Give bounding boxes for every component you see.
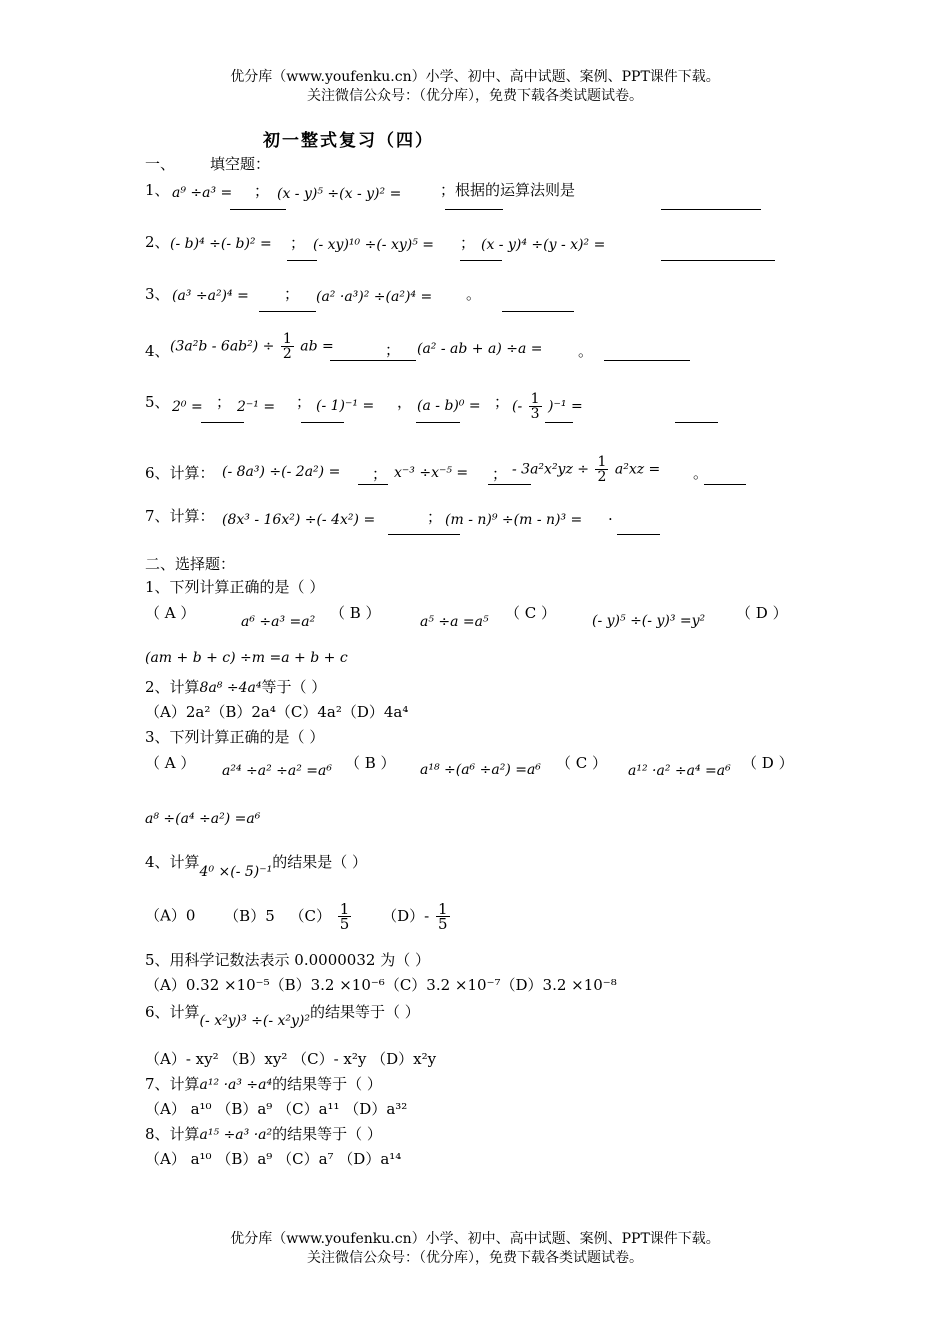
question-number: 3、 xyxy=(145,285,170,303)
question-stem: 3、下列计算正确的是（ ） xyxy=(145,728,325,746)
option-d-expression: a⁸ ÷(a⁴ ÷a²) =a⁶ xyxy=(145,811,261,827)
question-stem xyxy=(145,1073,382,1094)
question-stem xyxy=(145,1123,382,1144)
stem-prefix: 8、计算 xyxy=(145,1125,200,1143)
end-mark: . xyxy=(608,506,613,524)
answer-options[interactable]: （A）0.32 ×10⁻⁵（B）3.2 ×10⁻⁶（C）3.2 ×10⁻⁷（D）3.2 ×10⁻⁸ xyxy=(145,976,617,994)
math-expression: a⁹ ÷a³ = xyxy=(172,185,233,201)
fraction xyxy=(529,392,542,421)
answer-blank[interactable] xyxy=(230,209,286,210)
expression-part: (- xyxy=(512,398,523,415)
question-number: 6、计算： xyxy=(145,464,215,482)
math-expression: (x - y)⁴ ÷(y - x)² = xyxy=(481,237,606,253)
fraction xyxy=(436,902,450,931)
page-title: 初一整式复习（四） xyxy=(263,131,434,151)
separator: ； xyxy=(290,234,306,252)
end-mark: 。 xyxy=(693,464,709,482)
expression-part: a²xz = xyxy=(614,461,661,478)
option-b-expression: a¹⁸ ÷(a⁶ ÷a²) =a⁶ xyxy=(420,762,541,778)
answer-blank[interactable] xyxy=(416,422,460,423)
option-c-expression: a¹² ·a² ÷a⁴ =a⁶ xyxy=(628,763,731,779)
answer-blank[interactable] xyxy=(388,534,460,535)
answer-blank[interactable] xyxy=(545,422,573,423)
option-b-label[interactable]: （ B ） xyxy=(330,604,381,622)
answer-options[interactable]: （A） a¹⁰ （B）a⁹ （C）a¹¹ （D）a³² xyxy=(145,1100,408,1118)
answer-blank[interactable] xyxy=(259,311,316,312)
answer-blank[interactable] xyxy=(661,209,761,210)
math-expression: (a - b)⁰ = xyxy=(417,398,481,414)
answer-blank[interactable] xyxy=(704,484,746,485)
question-stem xyxy=(145,676,326,697)
separator: ； xyxy=(284,285,300,303)
expression-part: ab = xyxy=(300,338,334,355)
answer-blank[interactable] xyxy=(661,260,775,261)
stem-suffix: 的结果是（ ） xyxy=(272,853,368,871)
numerator: 1 xyxy=(597,454,607,470)
answer-options[interactable]: （A） a¹⁰ （B）a⁹ （C）a⁷ （D）a¹⁴ xyxy=(145,1150,402,1168)
question-stem xyxy=(145,1001,420,1029)
fraction xyxy=(595,455,608,484)
header-line-1: 优分库（www.youfenku.cn）小学、初中、高中试题、案例、PPT课件下载。 xyxy=(230,69,720,85)
numerator: 1 xyxy=(282,331,292,347)
option-c-label[interactable]: （ C ） xyxy=(556,754,608,772)
stem-expression: 4⁰ ×(- 5)⁻¹ xyxy=(199,864,273,880)
footer-line-2: 关注微信公众号：（优分库），免费下载各类试题试卷。 xyxy=(307,1250,643,1266)
option-c-label[interactable]: （ C ） xyxy=(505,604,557,622)
separator: ； xyxy=(460,234,476,252)
option-a[interactable]: （A）0 xyxy=(145,906,196,925)
math-expression: 2⁻¹ = xyxy=(237,399,276,415)
answer-blank[interactable] xyxy=(287,260,317,261)
stem-suffix: 的结果等于（ ） xyxy=(272,1075,382,1093)
math-expression: (x - y)⁵ ÷(x - y)² = xyxy=(277,186,402,202)
math-expression xyxy=(512,392,583,421)
stem-expression: a¹⁵ ÷a³ ·a² xyxy=(199,1127,273,1143)
option-a-label[interactable]: （ A ） xyxy=(145,604,196,622)
answer-blank[interactable] xyxy=(604,360,690,361)
math-expression: (a² ·a³)² ÷(a²)⁴ = xyxy=(316,289,433,305)
option-b-label[interactable]: （ B ） xyxy=(345,754,396,772)
question-number: 2、 xyxy=(145,233,170,251)
stem-prefix: 6、计算 xyxy=(145,1003,200,1021)
denominator: 2 xyxy=(597,469,607,485)
header-line-2: 关注微信公众号：（优分库），免费下载各类试题试卷。 xyxy=(307,88,643,104)
denominator: 2 xyxy=(282,346,292,362)
section1-heading: 填空题： xyxy=(210,155,271,173)
fraction xyxy=(281,332,294,361)
separator: ； xyxy=(385,341,401,359)
footer-line-1: 优分库（www.youfenku.cn）小学、初中、高中试题、案例、PPT课件下载。 xyxy=(230,1231,720,1247)
math-expression: 2⁰ = xyxy=(172,399,203,415)
stem-prefix: 7、计算 xyxy=(145,1075,200,1093)
separator: ； xyxy=(254,182,270,200)
rule-prompt: ；根据的运算法则是 xyxy=(440,181,576,199)
option-a-label[interactable]: （ A ） xyxy=(145,754,196,772)
option-d-label[interactable]: （ D ） xyxy=(742,754,794,772)
answer-blank[interactable] xyxy=(617,534,660,535)
numerator: 1 xyxy=(339,900,350,918)
option-d-expression: (am + b + c) ÷m =a + b + c xyxy=(145,650,348,666)
answer-blank[interactable] xyxy=(201,422,244,423)
stem-expression: 8a⁸ ÷4a⁴ xyxy=(199,680,262,696)
answer-blank[interactable] xyxy=(358,484,388,485)
math-expression: (a³ ÷a²)⁴ = xyxy=(172,288,249,304)
question-stem: 1、下列计算正确的是（ ） xyxy=(145,578,325,596)
math-expression: (- 1)⁻¹ = xyxy=(316,398,375,414)
option-b[interactable]: （B）5 xyxy=(224,906,275,925)
math-expression: x⁻³ ÷x⁻⁵ = xyxy=(394,465,469,481)
stem-expression: a¹² ·a³ ÷a⁴ xyxy=(199,1077,273,1093)
answer-blank[interactable] xyxy=(675,422,718,423)
expression-part: )⁻¹ = xyxy=(548,398,583,415)
answer-blank[interactable] xyxy=(445,209,503,210)
expression-part: (3a²b - 6ab²) ÷ xyxy=(170,338,275,355)
stem-suffix: 等于（ ） xyxy=(261,678,327,696)
end-mark: 。 xyxy=(578,342,594,360)
answer-options xyxy=(145,902,452,931)
stem-expression: (- x²y)³ ÷(- x²y)² xyxy=(199,1013,310,1029)
answer-options[interactable]: （A）2a²（B）2a⁴（C）4a²（D）4a⁴ xyxy=(145,703,409,721)
fraction xyxy=(338,902,352,931)
separator: ； xyxy=(494,393,510,411)
answer-blank[interactable] xyxy=(488,484,531,485)
option-d[interactable]: （D）- xyxy=(382,906,430,925)
separator: ， xyxy=(397,393,413,411)
section1-number: 一、 xyxy=(145,155,176,173)
question-number: 1、 xyxy=(145,181,170,199)
separator: ； xyxy=(492,465,508,483)
numerator: 1 xyxy=(530,391,540,407)
question-stem xyxy=(145,851,368,880)
separator: ； xyxy=(296,393,312,411)
option-b-expression: a⁵ ÷a =a⁵ xyxy=(420,614,489,630)
denominator: 3 xyxy=(530,406,540,422)
question-number: 5、 xyxy=(145,393,170,411)
math-expression: (- xy)¹⁰ ÷(- xy)⁵ = xyxy=(313,237,435,253)
question-number: 7、计算： xyxy=(145,507,215,525)
denominator: 5 xyxy=(339,915,350,933)
answer-blank[interactable] xyxy=(502,311,574,312)
question-stem: 5、用科学记数法表示 0.0000032 为（ ） xyxy=(145,951,430,969)
section2-heading: 二、选择题： xyxy=(145,555,236,573)
answer-blank[interactable] xyxy=(330,360,416,361)
answer-blank[interactable] xyxy=(301,422,344,423)
stem-prefix: 4、计算 xyxy=(145,853,200,871)
stem-prefix: 2、计算 xyxy=(145,678,200,696)
option-a-expression: a⁶ ÷a³ =a² xyxy=(241,614,316,630)
option-c[interactable]: （C） xyxy=(289,906,332,925)
math-expression: (- 8a³) ÷(- 2a²) = xyxy=(222,464,341,480)
separator: ； xyxy=(216,393,232,411)
question-number: 4、 xyxy=(145,342,170,360)
stem-suffix: 的结果等于（ ） xyxy=(310,1003,420,1021)
separator: ； xyxy=(372,465,388,483)
option-c-expression: (- y)⁵ ÷(- y)³ =y² xyxy=(592,613,706,629)
option-a-expression: a²⁴ ÷a² ÷a² =a⁶ xyxy=(222,763,332,779)
math-expression xyxy=(170,332,334,361)
math-expression: (m - n)⁹ ÷(m - n)³ = xyxy=(445,512,583,528)
math-expression: (a² - ab + a) ÷a = xyxy=(417,341,543,357)
expression-part: - 3a²x²yz ÷ xyxy=(512,461,590,478)
math-expression: (- b)⁴ ÷(- b)² = xyxy=(170,236,272,252)
stem-suffix: 的结果等于（ ） xyxy=(272,1125,382,1143)
answer-options[interactable]: （A）- xy² （B）xy² （C）- x²y （D）x²y xyxy=(145,1050,437,1068)
numerator: 1 xyxy=(438,900,448,918)
math-expression: (8x³ - 16x²) ÷(- 4x²) = xyxy=(222,512,376,528)
separator: ； xyxy=(427,508,443,526)
math-expression xyxy=(512,455,660,484)
denominator: 5 xyxy=(438,915,448,933)
answer-blank[interactable] xyxy=(460,260,502,261)
option-d-label[interactable]: （ D ） xyxy=(736,604,788,622)
end-mark: 。 xyxy=(466,285,482,303)
